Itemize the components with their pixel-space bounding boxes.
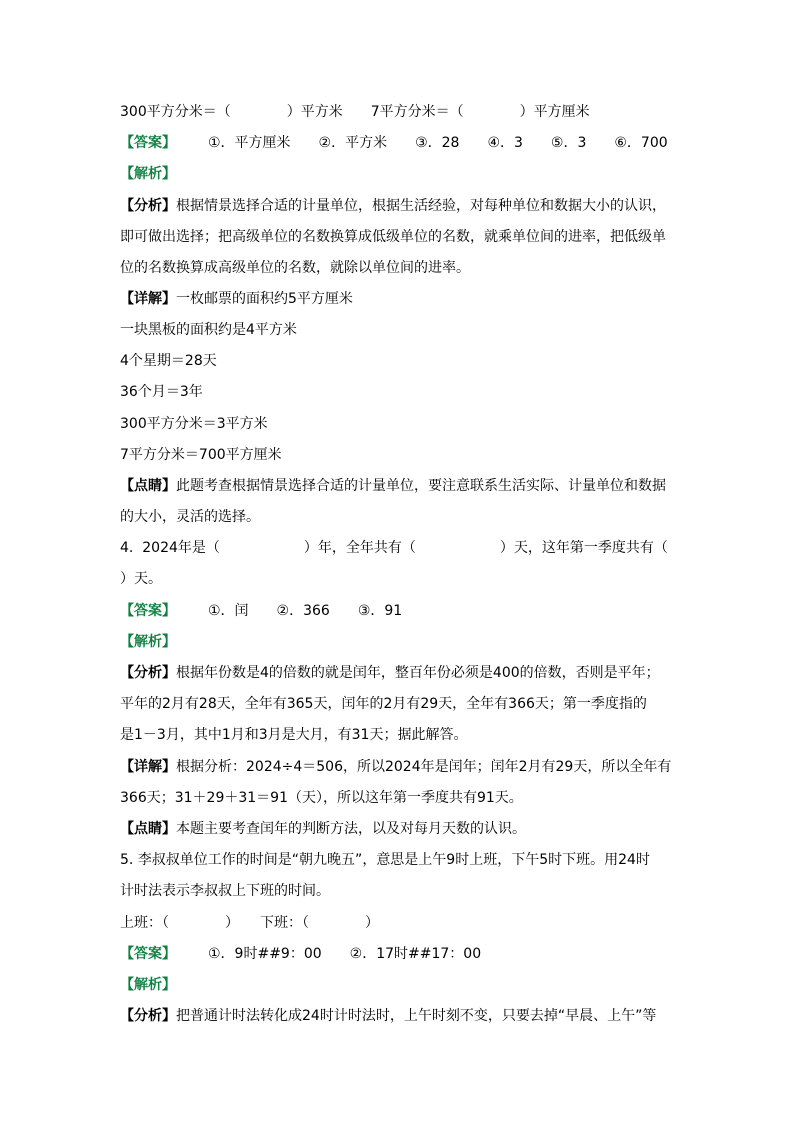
analysis-paragraph: 【分析】根据情景选择合适的计量单位，根据生活经验，对每种单位和数据大小的认识， <box>120 198 666 214</box>
detail-paragraph: 【详解】根据分析：2024÷4＝506，所以2024年是闰年；闰年2月有29天，所以全年有 <box>120 759 672 775</box>
analysis-tag: 【分析】 <box>120 198 176 214</box>
question-5: 5. 李叔叔单位工作的时间是“朝九晚五”，意思是上午9时上班，下午5时下班。用24时 <box>120 852 650 868</box>
detail-line: 4个星期＝28天 <box>120 353 217 369</box>
answer-text: ①．平方厘米 ②．平方米 ③．28 ④．3 ⑤．3 ⑥．700 <box>208 135 668 151</box>
detail-line: 366天；31＋29＋31＝91（天），所以这年第一季度共有91天。 <box>120 790 523 806</box>
analysis-heading: 【解析】 <box>120 166 176 182</box>
analysis-paragraph-line: 是1－3月，其中1月和3月是大月，有31天；据此解答。 <box>120 727 468 743</box>
answer-tag: 【答案】 <box>120 603 176 619</box>
analysis-paragraph: 【分析】根据年份数是4的倍数的就是闰年，整百年份必须是400的倍数，否则是平年； <box>120 665 660 681</box>
question-4-line: ）天。 <box>120 571 162 587</box>
analysis-tag: 【分析】 <box>120 1008 176 1024</box>
detail-tag: 【详解】 <box>120 291 176 307</box>
question-5-blanks: 上班：（ ） 下班：（ ） <box>120 915 379 931</box>
detail-paragraph: 【详解】一枚邮票的面积约5平方厘米 <box>120 291 353 307</box>
answer-tag: 【答案】 <box>120 946 176 962</box>
answer-tag: 【答案】 <box>120 135 176 151</box>
analysis-tag: 【分析】 <box>120 665 176 681</box>
analysis-heading: 【解析】 <box>120 634 176 650</box>
comment-tag: 【点睛】 <box>120 821 176 837</box>
answer-text: ①．闰 ②．366 ③．91 <box>208 603 403 619</box>
analysis-paragraph-line: 位的名数换算成高级单位的名数，就除以单位间的进率。 <box>120 260 470 276</box>
detail-line: 7平方分米＝700平方厘米 <box>120 447 282 463</box>
comment-paragraph: 【点睛】此题考查根据情景选择合适的计量单位，要注意联系生活实际、计量单位和数据 <box>120 478 666 494</box>
analysis-paragraph-line: 即可做出选择；把高级单位的名数换算成低级单位的名数，就乘单位间的进率，把低级单 <box>120 229 666 245</box>
detail-line: 300平方分米＝3平方米 <box>120 416 268 432</box>
question-5-line: 计时法表示李叔叔上下班的时间。 <box>120 883 330 899</box>
comment-tag: 【点睛】 <box>120 478 176 494</box>
answer-row-4 <box>120 601 402 621</box>
question-3-continuation: 300平方分米＝（ ）平方米 7平方分米＝（ ）平方厘米 <box>120 104 590 120</box>
comment-line: 的大小，灵活的选择。 <box>120 509 260 525</box>
answer-row-3 <box>120 133 668 153</box>
answer-row-5 <box>120 944 481 964</box>
detail-line: 36个月＝3年 <box>120 384 203 400</box>
detail-line: 一块黑板的面积约是4平方米 <box>120 322 297 338</box>
comment-paragraph: 【点睛】本题主要考查闰年的判断方法，以及对每月天数的认识。 <box>120 821 526 837</box>
question-4: 4. 2024年是（ ）年，全年共有（ ）天，这年第一季度共有（ <box>120 540 668 556</box>
answer-text: ①．9时##9：00 ②．17时##17：00 <box>208 946 482 962</box>
analysis-paragraph-line: 平年的2月有28天，全年有365天，闰年的2月有29天，全年有366天；第一季度指的 <box>120 696 647 712</box>
analysis-heading: 【解析】 <box>120 977 176 993</box>
detail-tag: 【详解】 <box>120 759 176 775</box>
analysis-paragraph: 【分析】把普通计时法转化成24时计时法时，上午时刻不变，只要去掉“早晨、上午”等 <box>120 1008 657 1024</box>
